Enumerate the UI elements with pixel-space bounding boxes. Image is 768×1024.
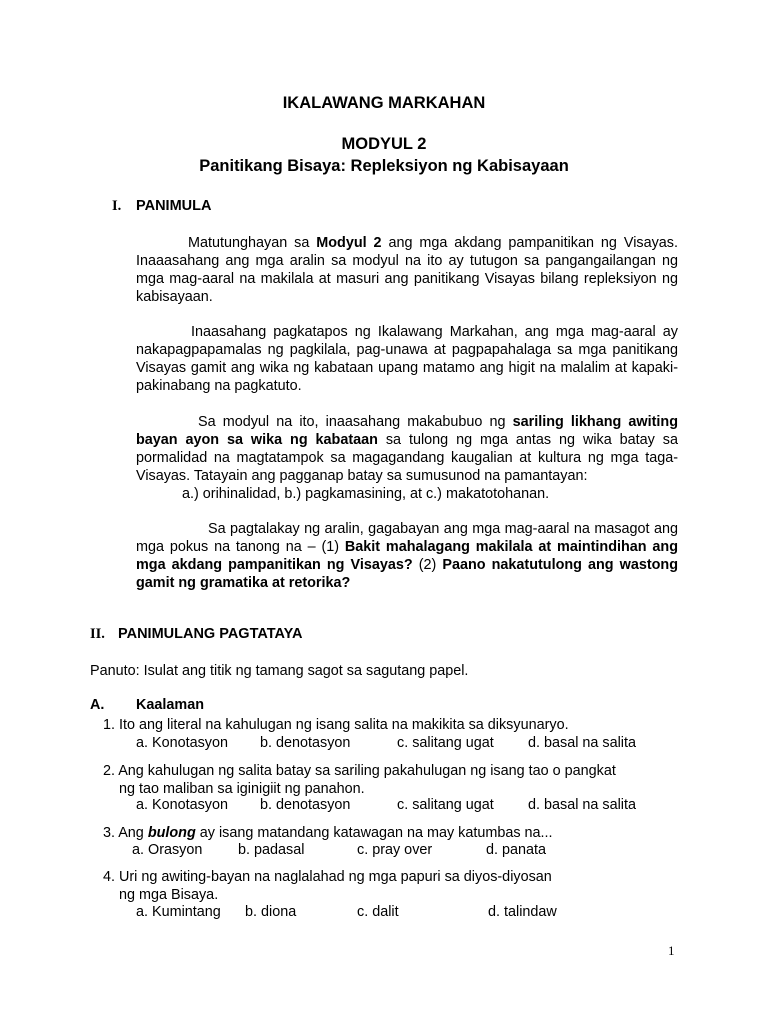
q3-option-d: d. panata [486, 842, 547, 858]
question-3: 3. Ang bulong ay isang matandang katawagan na may katumbas na... [103, 825, 553, 841]
q4-option-a: a. Kumintang [136, 904, 221, 920]
module-reference: Modyul 2 [316, 235, 382, 251]
q4-option-c: c. dalit [357, 904, 399, 920]
q2-option-d: d. basal na salita [528, 797, 637, 813]
question-2-line-1: 2. Ang kahulugan ng salita batay sa sariling pakahulugan ng isang tao o pangkat [103, 763, 616, 779]
section-2-heading [90, 626, 302, 643]
intro-paragraph-4: Sa pagtalakay ng aralin, gagabayan ang mga mag-aaral na masagot ang mga pokus na tanong na – (1) Bakit mahalagang makilala at maintindihan ang mga akdang pampanitikan ng Visayas? (2) Paano nakatutulong ang wastong gamit ng gramatika at retorika? [136, 521, 678, 591]
section-2-numeral: II. [90, 626, 105, 642]
module-subtitle: Panitikang Bisaya: Repleksiyon ng Kabisayaan [199, 157, 569, 175]
q4-option-b: b. diona [245, 904, 297, 920]
q1-option-a: a. Konotasyon [136, 735, 229, 751]
intro-paragraph-2: Inaasahang pagkatapos ng Ikalawang Markahan, ang mga mag-aaral ay nakapagpapamalas ng pagkilala, pag-unawa at pagpapahalaga sa mga panitikang Visayas gamit ang wika ng kabataan upang matamo ang higit na malalim at kapaki-pakinabang na pagkatuto. [136, 324, 678, 394]
question-4-line-2: ng mga Bisaya. [119, 887, 219, 903]
section-2-title: PANIMULANG PAGTATAYA [118, 626, 303, 642]
q2-option-c: c. salitang ugat [397, 797, 494, 813]
question-4-line-1: 4. Uri ng awiting-bayan na naglalahad ng mga papuri sa diyos-diyosan [103, 869, 552, 885]
keyword-bulong: bulong [147, 825, 196, 841]
instruction-text: Panuto: Isulat ang titik ng tamang sagot sa sagutang papel. [90, 663, 469, 679]
part-a-title: Kaalaman [136, 697, 204, 713]
q3-option-c: c. pray over [357, 842, 433, 858]
section-1-heading [112, 198, 211, 215]
q2-option-a: a. Konotasyon [136, 797, 229, 813]
section-1-numeral: I. [112, 198, 122, 214]
criteria-list: a.) orihinalidad, b.) pagkamasining, at c.) makatotohanan. [182, 486, 550, 502]
section-1-title: PANIMULA [136, 198, 212, 214]
question-2-line-2: ng tao maliban sa iginigiit ng panahon. [119, 781, 365, 797]
output-task: sariling likhang awiting bayan ayon sa wika ng kabataan [136, 414, 678, 448]
focus-question-1: Bakit mahalagang makilala at maintindihan ang mga akdang pampanitikan ng Visayas? [136, 539, 678, 573]
page-number: 1 [668, 943, 675, 958]
q1-option-d: d. basal na salita [528, 735, 637, 751]
q3-option-b: b. padasal [238, 842, 305, 858]
q1-option-c: c. salitang ugat [397, 735, 494, 751]
question-1: 1. Ito ang literal na kahulugan ng isang salita na makikita sa diksyunaryo. [103, 717, 569, 733]
quarter-heading: IKALAWANG MARKAHAN [282, 94, 486, 112]
q2-option-b: b. denotasyon [260, 797, 351, 813]
intro-paragraph-1: Matutunghayan sa Modyul 2 ang mga akdang pampanitikan ng Visayas. Inaaasahang ang mga aralin sa modyul na ito ay tutugon sa pangangailangan ng mga mag-aaral na makilala at masuri ang panitikang Visayas bilang repleksiyon ng kabisayaan. [136, 235, 678, 305]
q4-option-d: d. talindaw [488, 904, 557, 920]
intro-paragraph-3: Sa modyul na ito, inaasahang makabubuo ng sariling likhang awiting bayan ayon sa wika ng kabataan sa tulong ng mga antas ng wika batay sa pormalidad na magtatampok sa magagandang kaugalian at kultura ng mga taga-Visayas. Tatayain ang pagganap batay sa sumusunod na pamantayan: [136, 414, 678, 484]
q1-option-b: b. denotasyon [260, 735, 351, 751]
part-a-heading [90, 697, 204, 713]
q3-option-a: a. Orasyon [132, 842, 203, 858]
module-heading: MODYUL 2 [341, 135, 427, 153]
part-a-letter: A. [90, 697, 105, 713]
focus-question-2: Paano nakatutulong ang wastong gamit ng gramatika at retorika? [136, 557, 678, 591]
